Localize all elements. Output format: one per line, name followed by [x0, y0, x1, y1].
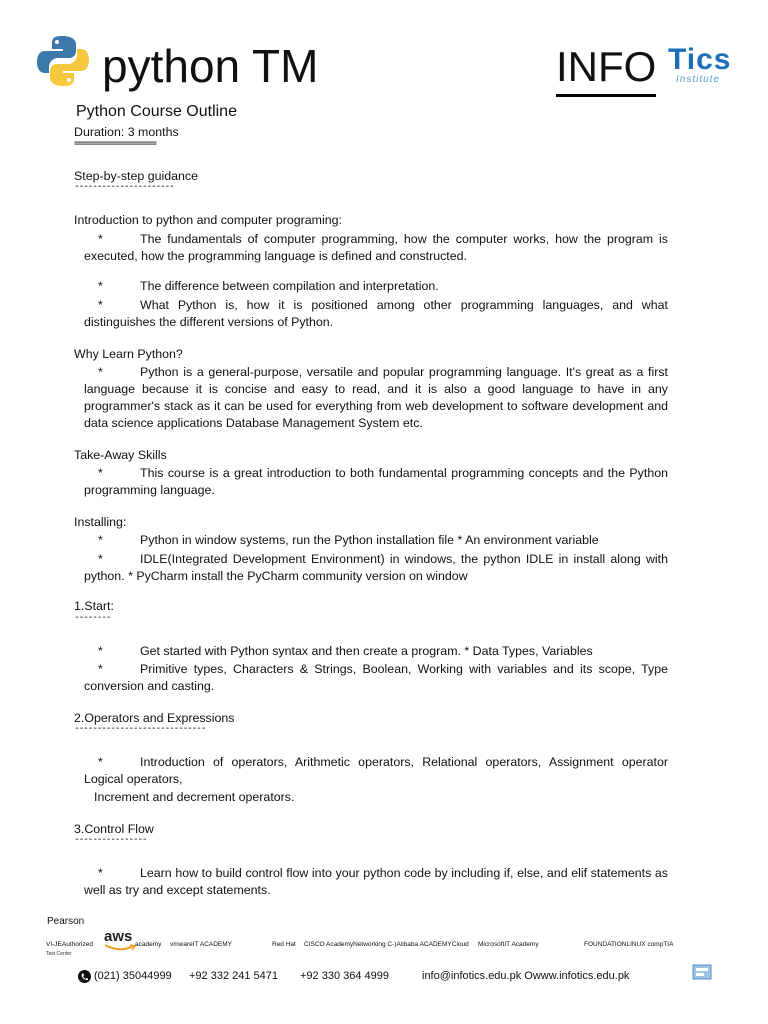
- logo-tics-text: Tics: [668, 43, 732, 76]
- list-item-text: The fundamentals of computer programming, how the computer works, how the program is executed, how the programming language is defined and constructed.: [84, 232, 668, 263]
- bullet-marker: *: [98, 662, 103, 676]
- list-item: [84, 278, 668, 295]
- list-item: [84, 643, 668, 660]
- contact-info: [78, 970, 738, 986]
- section-heading-control-flow: 3.Control Flow: [74, 822, 154, 836]
- bullet-marker: *: [98, 533, 103, 547]
- bullet-marker: *: [98, 365, 103, 379]
- partner-foundation-comptia: FOUNDATIONLINUX compTIA: [584, 941, 674, 948]
- section-heading-guidance: Step-by-step guidance: [74, 169, 198, 183]
- bullet-marker: *: [98, 232, 103, 246]
- divider-rule: -----------------------------: [74, 723, 206, 734]
- python-logo-icon: [36, 34, 90, 88]
- email-website: info@infotics.edu.pk Owww.infotics.edu.pk: [422, 970, 630, 982]
- list-item: [84, 231, 668, 265]
- list-item: [84, 532, 668, 549]
- divider-rule: ----------------------: [74, 181, 174, 192]
- list-item: [84, 297, 668, 331]
- list-item-text: IDLE(Integrated Development Environment) in windows, the python IDLE in install along with python. * PyCharm install the PyCharm community version on window: [84, 552, 668, 583]
- section-heading-installing: Installing:: [74, 515, 127, 529]
- phone-number: +92 330 364 4999: [300, 970, 390, 982]
- list-item: [84, 364, 668, 432]
- list-item-text: Learn how to build control flow into your python code by including if, else, and elif statements as well as try and except statements.: [84, 866, 668, 897]
- divider-rule: ----------------: [74, 834, 147, 845]
- section-heading-why: Why Learn Python?: [74, 347, 183, 361]
- aws-logo: aws: [104, 928, 133, 945]
- list-item: [84, 754, 668, 788]
- list-item-text: Get started with Python syntax and then create a program. * Data Types, Variables: [140, 644, 593, 658]
- list-item-text: The difference between compilation and interpretation.: [140, 279, 439, 293]
- list-item: [84, 865, 668, 899]
- list-item-text: Python in window systems, run the Python installation file * An environment variable: [140, 533, 599, 547]
- list-item: [84, 465, 668, 499]
- certification-badge-icon: [692, 964, 712, 980]
- section-heading-start: 1.Start:: [74, 599, 114, 613]
- logo-info-text: INFO: [556, 40, 656, 97]
- section-heading-operators: 2.Operators and Expressions: [74, 711, 235, 725]
- bullet-marker: *: [98, 866, 103, 880]
- phone-number: +92 332 241 5471: [189, 970, 279, 982]
- bullet-marker: *: [98, 298, 103, 312]
- divider-rule: --------: [74, 612, 111, 623]
- bullet-marker: *: [98, 279, 103, 293]
- divider-rule: ==================: [74, 138, 156, 149]
- logo-institute-text: Institute: [676, 74, 721, 85]
- brand-title: python TM: [102, 40, 319, 92]
- bullet-marker: *: [98, 466, 103, 480]
- list-item: [84, 661, 668, 695]
- list-item-text: What Python is, how it is positioned among other programming languages, and what distinguishes the different versions of Python.: [84, 298, 668, 329]
- duration: Duration: 3 months: [74, 125, 179, 139]
- pearson-logo: Pearson: [47, 916, 85, 927]
- partner-vue: VI-JEAuthorized: [46, 941, 93, 948]
- list-item-continuation: Increment and decrement operators.: [94, 790, 295, 804]
- section-heading-takeaway: Take-Away Skills: [74, 448, 167, 462]
- bullet-marker: *: [98, 552, 103, 566]
- partner-logos-row: [46, 941, 736, 951]
- page-title: Python Course Outline: [76, 103, 237, 120]
- bullet-marker: *: [98, 644, 103, 658]
- bullet-marker: *: [98, 755, 103, 769]
- partner-vmware: vmwareIT ACADEMY: [170, 941, 233, 948]
- partner-cisco-alibaba: CISCO AcademyNetworking C-)Alibaba ACADEMYCloud: [304, 941, 469, 948]
- phone-number: (021) 35044999: [94, 970, 172, 982]
- infotics-logo: [556, 40, 732, 100]
- list-item-text: Primitive types, Characters & Strings, Boolean, Working with variables and its scope, Type conversion and casting.: [84, 662, 668, 693]
- list-item-text: This course is a great introduction to both fundamental programming concepts and the Python programming language.: [84, 466, 668, 497]
- partner-redhat: Red Hat: [272, 941, 296, 948]
- section-heading-intro: Introduction to python and computer programing:: [74, 213, 342, 227]
- partner-academy: academy: [135, 941, 162, 948]
- list-item-text: Introduction of operators, Arithmetic operators, Relational operators, Assignment operator Logical operators,: [84, 755, 668, 786]
- list-item: [84, 551, 668, 585]
- partner-microsoft: MicrosoftIT Academy: [478, 941, 539, 948]
- list-item-text: Python is a general-purpose, versatile and popular programming language. It's great as a first language because it is concise and easy to read, and it is also a good language to have in any programmer's stack as it can be used for everything from web development to software development and data science applications Database Management System etc.: [84, 365, 668, 430]
- test-center-label: Test Center: [46, 951, 72, 957]
